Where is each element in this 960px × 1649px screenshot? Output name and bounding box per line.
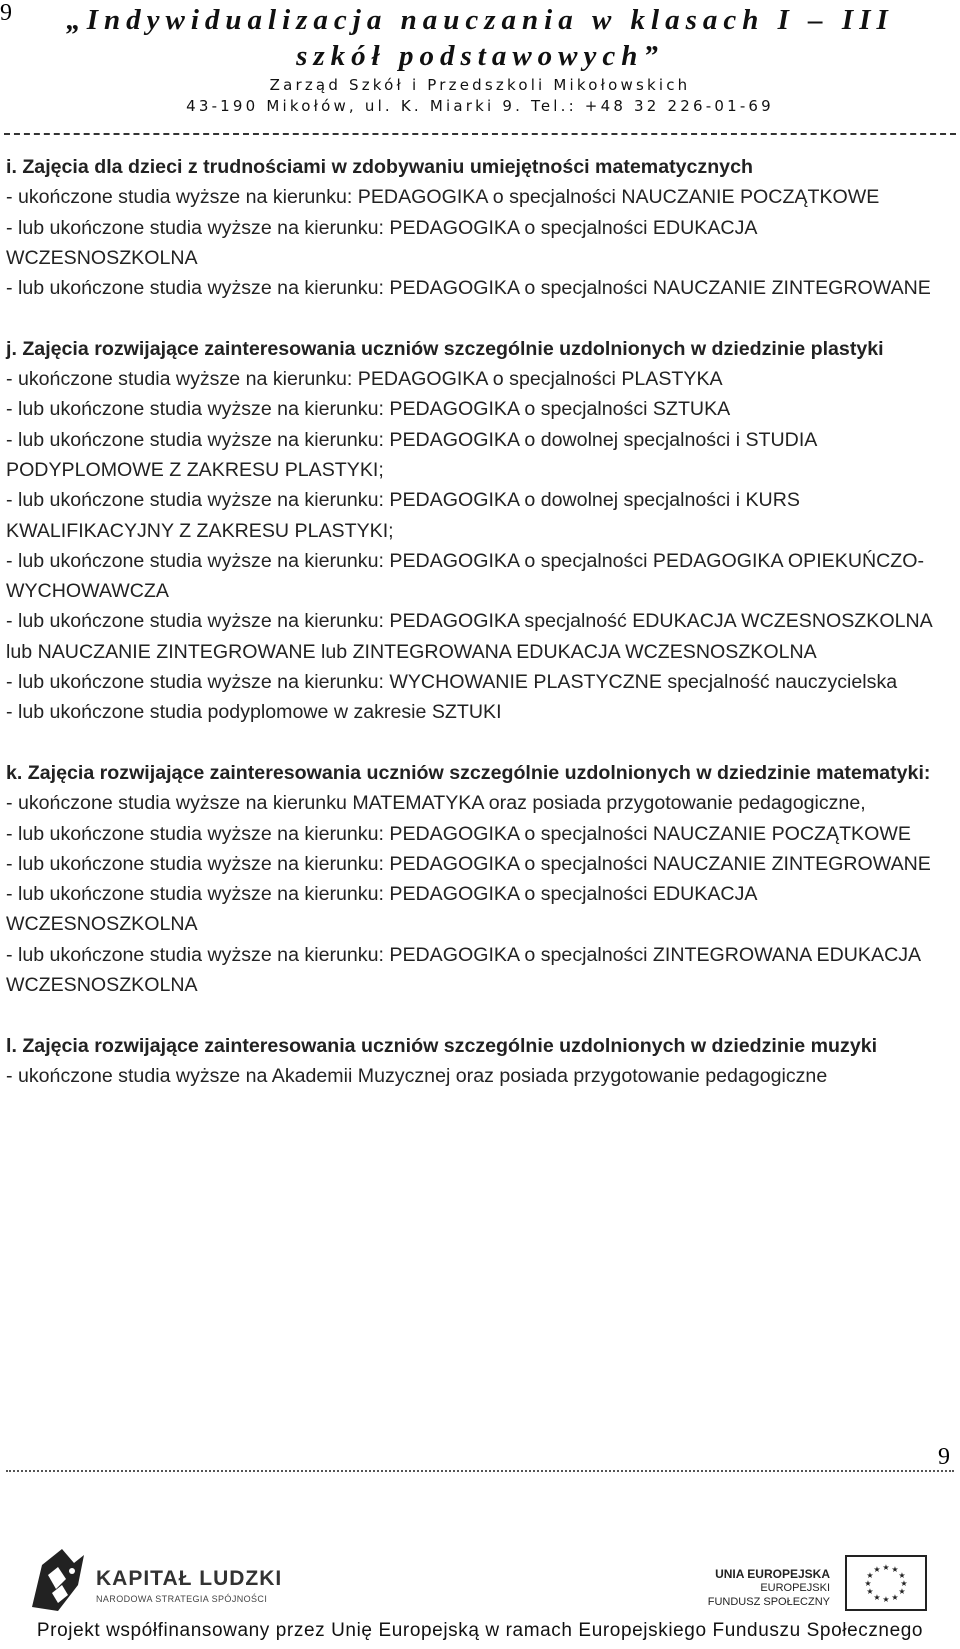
svg-text:★: ★: [864, 1579, 872, 1588]
header-divider: [4, 133, 956, 135]
list-item: - ukończone studia wyższe na kierunku: PEDAGOGIKA o specjalności PLASTYKA: [6, 368, 723, 391]
list-item: - lub ukończone studia wyższe na kierunku: PEDAGOGIKA o specjalności NAUCZANIE POCZĄTKOWE: [6, 822, 911, 845]
section-heading: k. Zajęcia rozwijające zainteresowania uczniów szczególnie uzdolnionych w dziedzinie matematyki:: [6, 761, 931, 784]
footer-funding-note: Projekt współfinansowany przez Unię Europejską w ramach Europejskiego Funduszu Społecznego: [36, 1620, 924, 1641]
header-org: Zarząd Szkół i Przedszkoli Mikołowskich: [269, 76, 691, 94]
eu-flag-icon: [845, 1555, 927, 1611]
list-item: - lub ukończone studia wyższe na kierunku: PEDAGOGIKA specjalność EDUKACJA WCZESNOSZKOLNA lub NAUCZANIE ZINTEGROWANE lub ZINTEGROWANA EDUKACJA WCZESNOSZKOLNA: [6, 610, 932, 663]
kapital-ludzki-emblem-icon: [28, 1545, 88, 1615]
list-item: - lub ukończone studia wyższe na kierunku: PEDAGOGIKA o specjalności EDUKACJA WCZESNOSZKOLNA: [6, 883, 757, 936]
list-item: - lub ukończone studia wyższe na kierunku: PEDAGOGIKA o specjalności NAUCZANIE ZINTEGROWANE: [6, 852, 931, 875]
svg-text:★: ★: [873, 1565, 881, 1574]
svg-text:★: ★: [882, 1595, 890, 1604]
kapital-ludzki-title: KAPITAŁ LUDZKI: [96, 1567, 283, 1590]
page-number-bottom: 9: [938, 1444, 950, 1470]
section-heading: l. Zajęcia rozwijające zainteresowania uczniów szczególnie uzdolnionych w dziedzinie muzyki: [6, 1034, 878, 1057]
kapital-ludzki-subtitle: NARODOWA STRATEGIA SPÓJNOŚCI: [96, 1594, 268, 1604]
svg-text:★: ★: [866, 1587, 874, 1596]
svg-text:★: ★: [882, 1563, 890, 1572]
list-item: - lub ukończone studia wyższe na kierunku: PEDAGOGIKA o dowolnej specjalności i STUDIA PODYPLOMOWE Z ZAKRESU PLASTYKI;: [6, 428, 817, 481]
header-address: 43-190 Mikołów, ul. K. Miarki 9. Tel.: +48 32 226-01-69: [186, 97, 774, 115]
list-item: - ukończone studia wyższe na kierunku: PEDAGOGIKA o specjalności NAUCZANIE POCZĄTKOWE: [6, 186, 880, 209]
svg-text:★: ★: [866, 1571, 874, 1580]
list-item: - ukończone studia wyższe na Akademii Muzycznej oraz posiada przygotowanie pedagogiczne: [6, 1064, 828, 1087]
footer-divider: [6, 1470, 954, 1472]
section-heading: i. Zajęcia dla dzieci z trudnościami w zdobywaniu umiejętności matematycznych: [6, 156, 753, 178]
list-item: - lub ukończone studia podyplomowe w zakresie SZTUKI: [6, 701, 502, 724]
header-title-line1: „Indywidualizacja nauczania w klasach I – III: [66, 4, 894, 36]
eu-line2: EUROPEJSKI: [760, 1582, 830, 1594]
section-k: [6, 758, 950, 1000]
header-title-line2: szkół podstawowych”: [296, 40, 664, 72]
section-i: [6, 152, 950, 303]
list-item: - lub ukończone studia wyższe na kierunku: PEDAGOGIKA o specjalności EDUKACJA WCZESNOSZKOLNA: [6, 216, 757, 269]
eu-text-block: [640, 1567, 830, 1609]
list-item: - lub ukończone studia wyższe na kierunku: WYCHOWANIE PLASTYCZNE specjalność nauczycielska: [6, 671, 898, 694]
svg-text:★: ★: [891, 1593, 899, 1602]
list-item: - lub ukończone studia wyższe na kierunku: PEDAGOGIKA o dowolnej specjalności i KURS KWALIFIKACYJNY Z ZAKRESU PLASTYKI;: [6, 489, 800, 542]
page-number-top: 9: [0, 0, 12, 26]
eu-line3: FUNDUSZ SPOŁECZNY: [707, 1596, 830, 1608]
list-item: - lub ukończone studia wyższe na kierunku: PEDAGOGIKA o specjalności SZTUKA: [6, 398, 731, 421]
funding-logos: [0, 1545, 960, 1615]
document-header: [0, 2, 960, 117]
list-item: - lub ukończone studia wyższe na kierunku: PEDAGOGIKA o specjalności ZINTEGROWANA EDUKACJA WCZESNOSZKOLNA: [6, 943, 920, 997]
svg-text:★: ★: [898, 1571, 906, 1580]
section-l: [6, 1031, 950, 1092]
list-item: - lub ukończone studia wyższe na kierunku: PEDAGOGIKA o specjalności PEDAGOGIKA OPIEKUŃCZO-WYCHOWAWCZA: [6, 549, 925, 603]
kapital-ludzki-logo: [28, 1545, 308, 1615]
svg-text:★: ★: [873, 1593, 881, 1602]
section-j: [6, 334, 950, 728]
eu-title: UNIA EUROPEJSKA: [715, 1567, 830, 1581]
list-item: - ukończone studia wyższe na kierunku MATEMATYKA oraz posiada przygotowanie pedagogiczne,: [6, 792, 866, 815]
svg-text:★: ★: [891, 1565, 899, 1574]
svg-text:★: ★: [900, 1579, 908, 1588]
svg-text:★: ★: [898, 1587, 906, 1596]
document-body: [6, 152, 950, 1122]
section-heading: j. Zajęcia rozwijające zainteresowania uczniów szczególnie uzdolnionych w dziedzinie plastyki: [6, 337, 884, 360]
list-item: - lub ukończone studia wyższe na kierunku: PEDAGOGIKA o specjalności NAUCZANIE ZINTEGROWANE: [6, 277, 931, 300]
